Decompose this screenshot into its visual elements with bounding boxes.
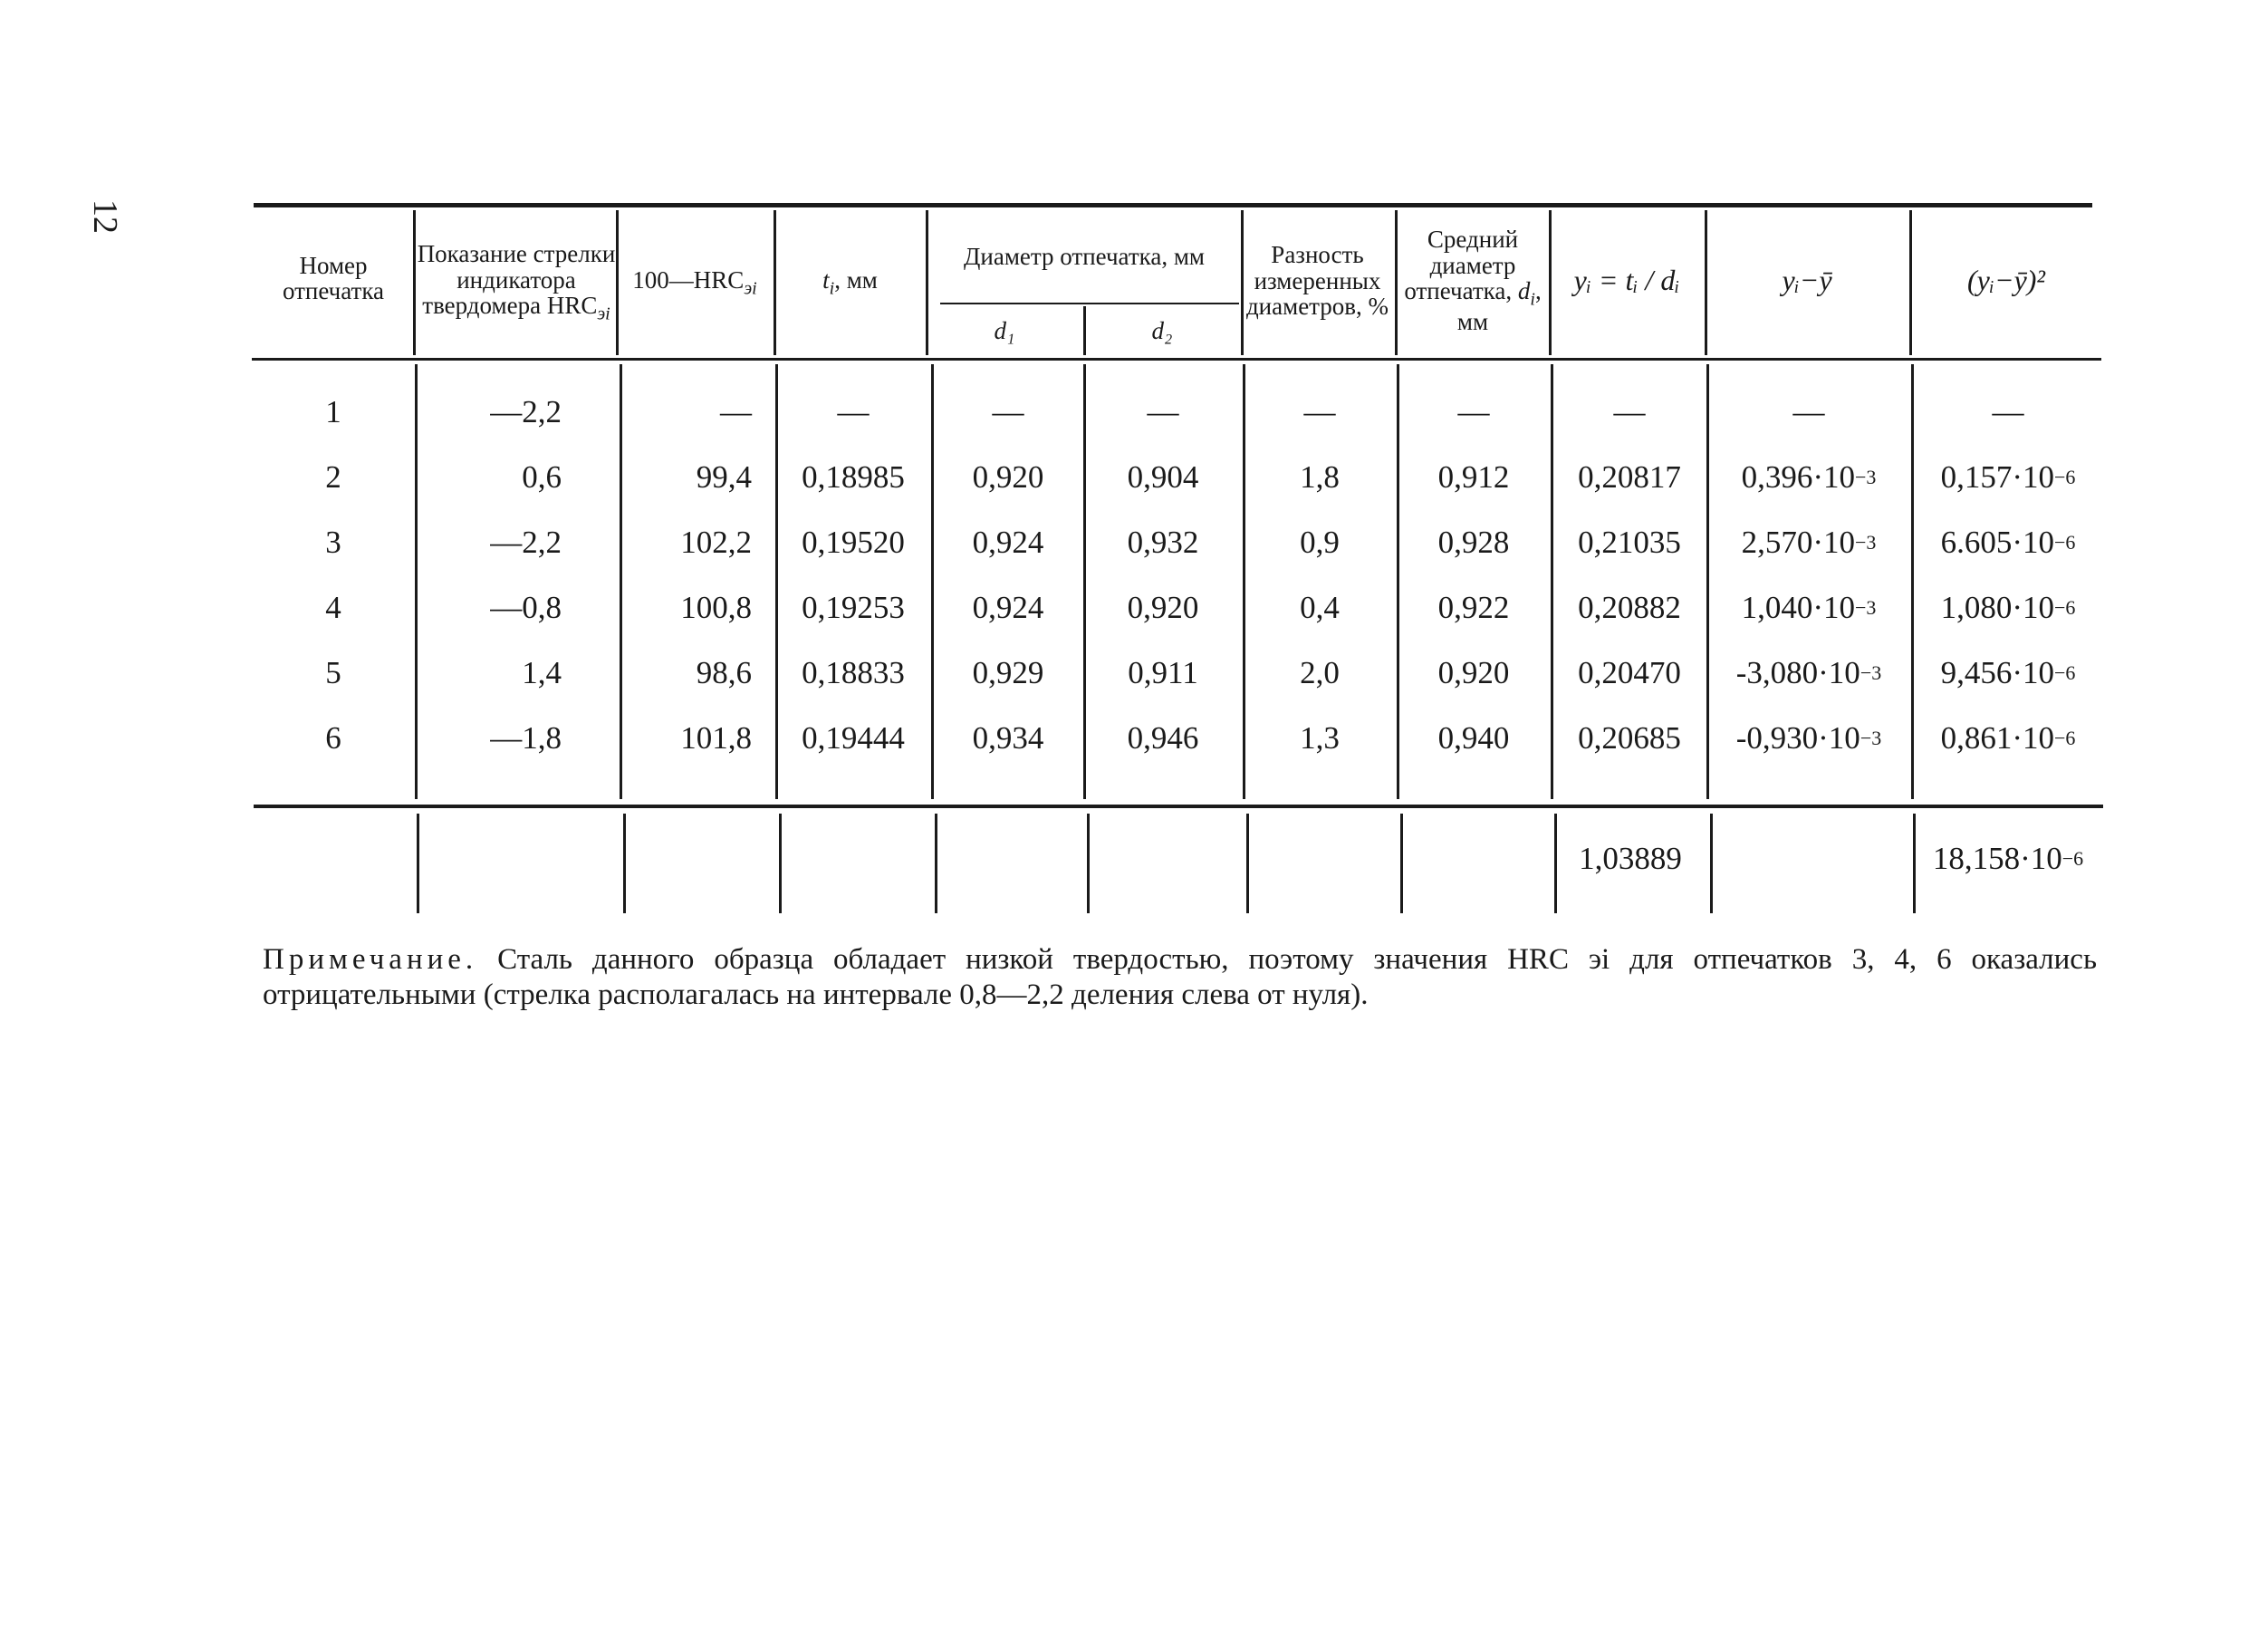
header-indicator-reading-sub: эi bbox=[597, 304, 610, 324]
cell-sq-text: 0,157·10 bbox=[1940, 459, 2054, 495]
cell-sq-exp: −6 bbox=[2053, 466, 2076, 488]
footnote bbox=[263, 942, 2097, 1013]
cell-100-hrc-text: 101,8 bbox=[680, 720, 752, 756]
cell-dev-text: 2,570·10 bbox=[1741, 525, 1855, 560]
header-100-hrc-sub: эi bbox=[744, 278, 757, 299]
total-squared-value: 18,158·10 bbox=[1932, 841, 2062, 876]
cell-d1 bbox=[933, 450, 1083, 505]
cell-dev bbox=[1708, 581, 1909, 635]
cell-sq-text: 0,861·10 bbox=[1940, 720, 2054, 756]
cell-y bbox=[1554, 516, 1705, 570]
cell-reading bbox=[426, 516, 562, 570]
cell-dev bbox=[1708, 385, 1909, 439]
header-t-sub: i bbox=[829, 278, 835, 299]
cell-dmean-text: 0,920 bbox=[1437, 655, 1510, 690]
cell-y bbox=[1554, 450, 1705, 505]
cell-number bbox=[255, 646, 411, 700]
cell-d1 bbox=[933, 516, 1083, 570]
cell-number-text: 3 bbox=[325, 525, 341, 560]
cell-diff-text: — bbox=[1303, 394, 1336, 429]
cell-t-text: — bbox=[837, 394, 870, 429]
cell-number-text: 1 bbox=[325, 394, 341, 429]
cell-d2 bbox=[1087, 516, 1239, 570]
cell-sq bbox=[1913, 646, 2103, 700]
cell-dmean-text: 0,912 bbox=[1437, 459, 1510, 495]
cell-d1-text: 0,920 bbox=[972, 459, 1044, 495]
cell-dmean bbox=[1400, 581, 1547, 635]
header-print-number-text: Номер отпечатка bbox=[282, 251, 385, 304]
cell-sq bbox=[1913, 711, 2103, 766]
header-diameter-group bbox=[927, 219, 1241, 294]
header-mean-diameter-sub: i bbox=[1530, 289, 1535, 310]
cell-number-text: 6 bbox=[325, 720, 341, 756]
column-divider bbox=[1083, 364, 1086, 799]
column-divider bbox=[1551, 364, 1553, 799]
cell-dev bbox=[1708, 711, 1909, 766]
cell-number-text: 5 bbox=[325, 655, 341, 690]
column-divider bbox=[1243, 364, 1245, 799]
column-divider bbox=[413, 210, 416, 355]
cell-reading-text: 1,4 bbox=[522, 655, 562, 690]
column-divider bbox=[1710, 814, 1713, 913]
cell-reading bbox=[426, 450, 562, 505]
cell-dmean-text: 0,940 bbox=[1437, 720, 1510, 756]
header-mean-diameter-symbol: d bbox=[1517, 276, 1531, 304]
header-print-number bbox=[255, 210, 411, 346]
cell-sq bbox=[1913, 385, 2103, 439]
cell-number-text: 2 bbox=[325, 459, 341, 495]
cell-d1-text: — bbox=[992, 394, 1024, 429]
cell-diff-text: 1,3 bbox=[1300, 720, 1340, 756]
cell-sq-exp: −6 bbox=[2053, 531, 2076, 554]
cell-100-hrc-text: 100,8 bbox=[680, 590, 752, 625]
footnote-text: Сталь данного образца обладает низкой твердостью, поэтому значения HRC эi для отпечатков 3, 4, 6 оказались отрицательными (стрелка располагалась на интервале 0,8—2,2 деления слева от нуля). bbox=[263, 943, 2098, 1011]
cell-d2-text: 0,911 bbox=[1128, 655, 1198, 690]
cell-y bbox=[1554, 711, 1705, 766]
cell-t bbox=[781, 516, 926, 570]
column-divider bbox=[775, 364, 778, 799]
header-d2 bbox=[1085, 308, 1239, 353]
cell-y bbox=[1554, 646, 1705, 700]
column-divider bbox=[417, 814, 419, 913]
header-mean-diameter-unit: , мм bbox=[1456, 276, 1542, 336]
cell-dmean bbox=[1400, 450, 1547, 505]
cell-t bbox=[781, 385, 926, 439]
cell-sq-text: 6.605·10 bbox=[1940, 525, 2054, 560]
cell-dev-text: 1,040·10 bbox=[1741, 590, 1855, 625]
cell-d2 bbox=[1087, 450, 1239, 505]
cell-dev-text: -3,080·10 bbox=[1735, 655, 1860, 690]
cell-d2-text: 0,932 bbox=[1127, 525, 1199, 560]
cell-number bbox=[255, 516, 411, 570]
footnote-label: Примечание. bbox=[263, 943, 478, 976]
cell-reading-text: —1,8 bbox=[490, 720, 562, 756]
header-d2-text: d₂ bbox=[1151, 316, 1173, 344]
cell-reading-text: 0,6 bbox=[522, 459, 562, 495]
header-y-deviation-squared bbox=[1911, 217, 2101, 344]
column-divider bbox=[415, 364, 418, 799]
cell-d2 bbox=[1087, 646, 1239, 700]
cell-t-text: 0,18833 bbox=[802, 655, 905, 690]
cell-dev-exp: −3 bbox=[1854, 531, 1877, 554]
column-divider bbox=[623, 814, 626, 913]
cell-100-hrc bbox=[625, 516, 752, 570]
header-diameter-difference bbox=[1243, 217, 1392, 344]
cell-number-text: 4 bbox=[325, 590, 341, 625]
cell-dmean bbox=[1400, 646, 1547, 700]
cell-dmean bbox=[1400, 516, 1547, 570]
cell-100-hrc-text: 99,4 bbox=[696, 459, 752, 495]
cell-diff-text: 0,9 bbox=[1300, 525, 1340, 560]
cell-d2 bbox=[1087, 711, 1239, 766]
cell-diff bbox=[1246, 581, 1393, 635]
cell-sq bbox=[1913, 581, 2103, 635]
cell-diff-text: 1,8 bbox=[1300, 459, 1340, 495]
cell-sq-exp: −6 bbox=[2053, 596, 2076, 619]
cell-dev-exp: −3 bbox=[1860, 661, 1882, 684]
header-diameter-difference-text: Разность измеренных диаметров, % bbox=[1245, 241, 1389, 321]
cell-t-text: 0,18985 bbox=[802, 459, 905, 495]
header-t-unit: , мм bbox=[834, 265, 878, 294]
header-100-hrc-text: 100—HRC bbox=[632, 265, 745, 294]
column-divider bbox=[620, 364, 622, 799]
cell-dmean bbox=[1400, 385, 1547, 439]
cell-d2 bbox=[1087, 581, 1239, 635]
total-y bbox=[1558, 832, 1703, 886]
header-y-deviation-squared-text: (yᵢ−ȳ)² bbox=[1967, 264, 2045, 297]
header-mean-diameter-text: Средний диаметр отпечатка, bbox=[1404, 226, 1519, 304]
column-divider bbox=[779, 814, 782, 913]
cell-number bbox=[255, 581, 411, 635]
cell-diff bbox=[1246, 385, 1393, 439]
cell-d1 bbox=[933, 385, 1083, 439]
cell-100-hrc-text: 102,2 bbox=[680, 525, 752, 560]
cell-d2 bbox=[1087, 385, 1239, 439]
header-y-ratio bbox=[1551, 217, 1703, 344]
header-bottom-rule bbox=[252, 358, 2101, 361]
cell-dev-text: 0,396·10 bbox=[1741, 459, 1855, 495]
cell-reading-text: —2,2 bbox=[490, 525, 562, 560]
header-indicator-reading bbox=[417, 210, 616, 355]
cell-sq-exp: −6 bbox=[2053, 661, 2076, 684]
cell-d1 bbox=[933, 581, 1083, 635]
header-d1 bbox=[927, 308, 1081, 353]
cell-diff-text: 2,0 bbox=[1300, 655, 1340, 690]
total-squared bbox=[1913, 832, 2103, 886]
cell-y-text: 0,20685 bbox=[1578, 720, 1681, 756]
cell-y-text: 0,20817 bbox=[1578, 459, 1681, 495]
header-t bbox=[775, 210, 925, 355]
cell-100-hrc bbox=[625, 646, 752, 700]
cell-dmean bbox=[1400, 711, 1547, 766]
cell-dmean-text: 0,928 bbox=[1437, 525, 1510, 560]
cell-d1 bbox=[933, 646, 1083, 700]
cell-d2-text: 0,904 bbox=[1127, 459, 1199, 495]
cell-reading bbox=[426, 581, 562, 635]
cell-t bbox=[781, 450, 926, 505]
cell-d1-text: 0,934 bbox=[972, 720, 1044, 756]
column-divider bbox=[1397, 364, 1399, 799]
cell-100-hrc bbox=[625, 450, 752, 505]
column-divider bbox=[1246, 814, 1249, 913]
diameter-group-rule bbox=[940, 303, 1239, 304]
cell-y-text: — bbox=[1613, 394, 1646, 429]
header-100-hrc bbox=[618, 210, 772, 355]
cell-reading bbox=[426, 385, 562, 439]
cell-y-text: 0,20470 bbox=[1578, 655, 1681, 690]
header-y-ratio-text: yᵢ = tᵢ / dᵢ bbox=[1573, 264, 1680, 297]
cell-sq bbox=[1913, 450, 2103, 505]
cell-d1 bbox=[933, 711, 1083, 766]
column-divider bbox=[935, 814, 937, 913]
header-diameter-group-text: Диаметр отпечатка, мм bbox=[963, 242, 1206, 270]
cell-dmean-text: 0,922 bbox=[1437, 590, 1510, 625]
cell-dev bbox=[1708, 646, 1909, 700]
cell-diff-text: 0,4 bbox=[1300, 590, 1340, 625]
cell-t-text: 0,19444 bbox=[802, 720, 905, 756]
cell-d2-text: 0,946 bbox=[1127, 720, 1199, 756]
cell-t-text: 0,19253 bbox=[802, 590, 905, 625]
cell-t bbox=[781, 711, 926, 766]
cell-reading-text: —2,2 bbox=[490, 394, 562, 429]
table-top-rule bbox=[254, 203, 2092, 207]
cell-y bbox=[1554, 581, 1705, 635]
cell-number bbox=[255, 450, 411, 505]
cell-dev-exp: −3 bbox=[1854, 596, 1877, 619]
cell-dev bbox=[1708, 516, 1909, 570]
cell-t bbox=[781, 581, 926, 635]
cell-dev-exp: −3 bbox=[1860, 727, 1882, 749]
header-mean-diameter bbox=[1397, 217, 1549, 344]
cell-number bbox=[255, 385, 411, 439]
cell-diff bbox=[1246, 516, 1393, 570]
cell-100-hrc-text: — bbox=[720, 394, 752, 429]
cell-reading bbox=[426, 646, 562, 700]
cell-sq-text: — bbox=[1992, 394, 2024, 429]
header-y-deviation-text: yᵢ−ȳ bbox=[1782, 264, 1832, 297]
column-divider bbox=[1554, 814, 1557, 913]
cell-d1-text: 0,924 bbox=[972, 590, 1044, 625]
cell-dev-text: -0,930·10 bbox=[1735, 720, 1860, 756]
cell-reading-text: —0,8 bbox=[490, 590, 562, 625]
cell-sq-text: 1,080·10 bbox=[1940, 590, 2054, 625]
page-number: 12 bbox=[86, 199, 124, 234]
cell-y-text: 0,20882 bbox=[1578, 590, 1681, 625]
cell-dev-exp: −3 bbox=[1854, 466, 1877, 488]
cell-100-hrc bbox=[625, 581, 752, 635]
cell-t-text: 0,19520 bbox=[802, 525, 905, 560]
header-indicator-reading-text: Показание стрелки индикатора твердомера HRC bbox=[417, 240, 616, 320]
cell-diff bbox=[1246, 711, 1393, 766]
cell-d2-text: — bbox=[1147, 394, 1179, 429]
cell-dev-text: — bbox=[1792, 394, 1825, 429]
header-y-deviation bbox=[1706, 217, 1908, 344]
column-divider bbox=[1087, 814, 1090, 913]
total-squared-exp: −6 bbox=[2061, 847, 2084, 870]
cell-number bbox=[255, 711, 411, 766]
cell-dmean-text: — bbox=[1457, 394, 1490, 429]
cell-y bbox=[1554, 385, 1705, 439]
cell-dev bbox=[1708, 450, 1909, 505]
cell-sq-exp: −6 bbox=[2053, 727, 2076, 749]
cell-d2-text: 0,920 bbox=[1127, 590, 1199, 625]
header-t-symbol: t bbox=[822, 265, 830, 294]
cell-diff bbox=[1246, 450, 1393, 505]
header-d1-text: d₁ bbox=[994, 316, 1015, 344]
cell-100-hrc bbox=[625, 711, 752, 766]
total-y-value: 1,03889 bbox=[1579, 841, 1682, 876]
cell-t bbox=[781, 646, 926, 700]
cell-y-text: 0,21035 bbox=[1578, 525, 1681, 560]
totals-rule bbox=[254, 805, 2103, 808]
cell-sq bbox=[1913, 516, 2103, 570]
cell-d1-text: 0,924 bbox=[972, 525, 1044, 560]
cell-sq-text: 9,456·10 bbox=[1940, 655, 2054, 690]
cell-d1-text: 0,929 bbox=[972, 655, 1044, 690]
cell-100-hrc bbox=[625, 385, 752, 439]
cell-reading bbox=[426, 711, 562, 766]
cell-100-hrc-text: 98,6 bbox=[696, 655, 752, 690]
cell-diff bbox=[1246, 646, 1393, 700]
column-divider bbox=[1400, 814, 1403, 913]
